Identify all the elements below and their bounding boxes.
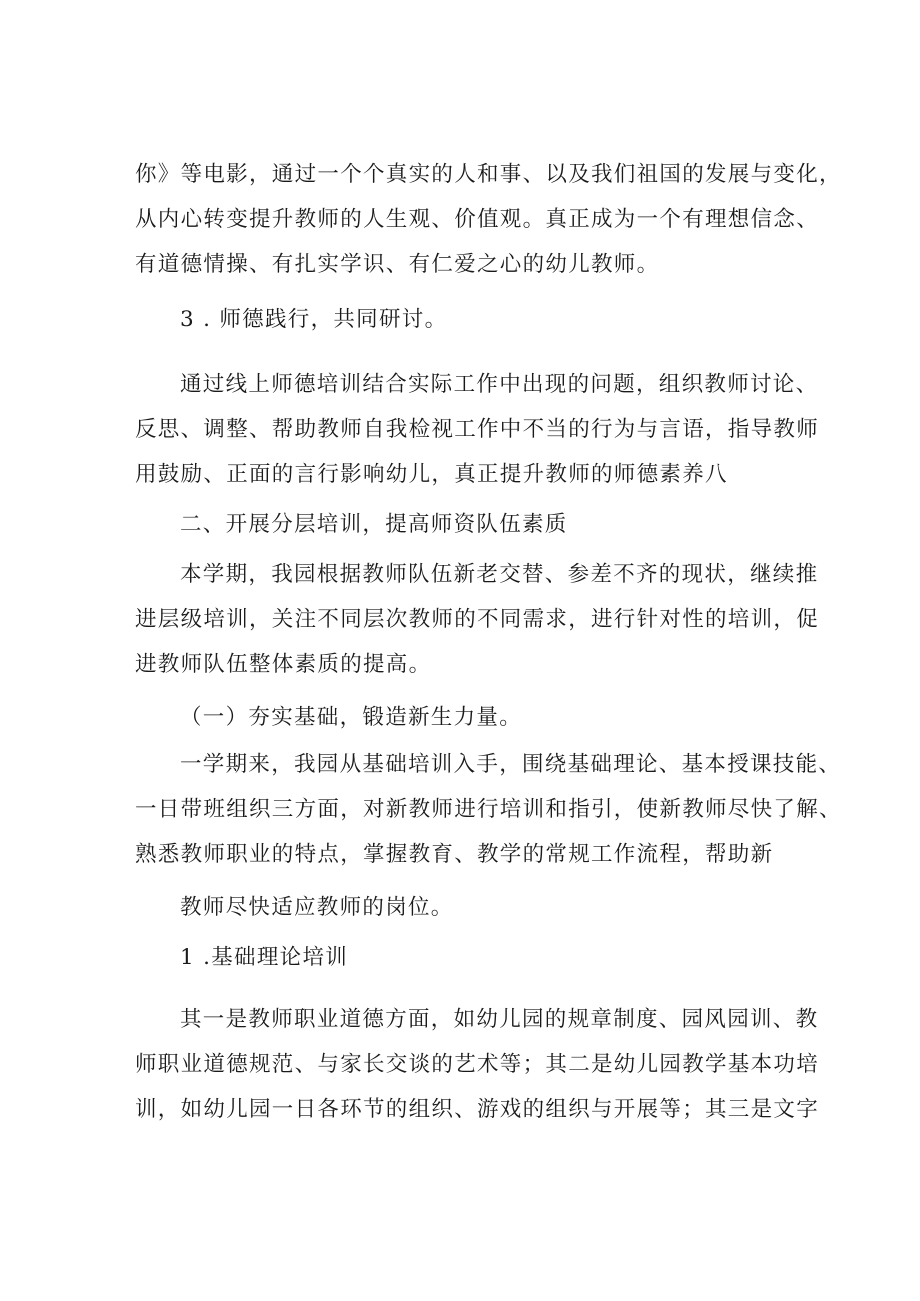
body-line: 熟悉教师职业的特点，掌握教育、教学的常规工作流程，帮助新 (135, 842, 774, 867)
body-line: 师职业道德规范、与家长交谈的艺术等；其二是幼儿园教学基本功培 (135, 1052, 820, 1077)
body-line: 你》等电影，通过一个个真实的人和事、以及我们祖国的发展与变化， (135, 162, 842, 187)
body-line: 用鼓励、正面的言行影响幼儿，真正提升教师的师德素养八 (135, 462, 728, 487)
section-heading: 1 .基础理论培训 (180, 945, 349, 970)
body-line: 一学期来，我园从基础培训入手，围绕基础理论、基本授课技能、 (180, 752, 842, 777)
body-line: 从内心转变提升教师的人生观、价值观。真正成为一个有理想信念、 (135, 207, 820, 232)
section-heading: 二、开展分层培训，提高师资队伍素质 (180, 512, 568, 537)
subsection-heading: （一）夯实基础，锻造新生力量。 (180, 705, 523, 730)
body-line: 进教师队伍整体素质的提高。 (135, 652, 432, 677)
body-line: 一日带班组织三方面，对新教师进行培训和指引，使新教师尽快了解、 (135, 797, 842, 822)
body-line: 有道德情操、有扎实学识、有仁爱之心的幼儿教师。 (135, 252, 660, 277)
body-line: 其一是教师职业道德方面，如幼儿园的规章制度、园风园训、教 (180, 1007, 819, 1032)
body-line: 反思、调整、帮助教师自我检视工作中不当的行为与言语，指导教师 (135, 417, 820, 442)
body-line: 通过线上师德培训结合实际工作中出现的问题，组织教师讨论、 (180, 372, 819, 397)
section-heading: 3 . 师德践行，共同研讨。 (180, 307, 448, 332)
body-line: 进层级培训，关注不同层次教师的不同需求，进行针对性的培训，促 (135, 607, 820, 632)
body-line: 教师尽快适应教师的岗位。 (180, 895, 454, 920)
body-line: 训，如幼儿园一日各环节的组织、游戏的组织与开展等；其三是文字 (135, 1097, 820, 1122)
body-line: 本学期，我园根据教师队伍新老交替、参差不齐的现状，继续推 (180, 562, 819, 587)
